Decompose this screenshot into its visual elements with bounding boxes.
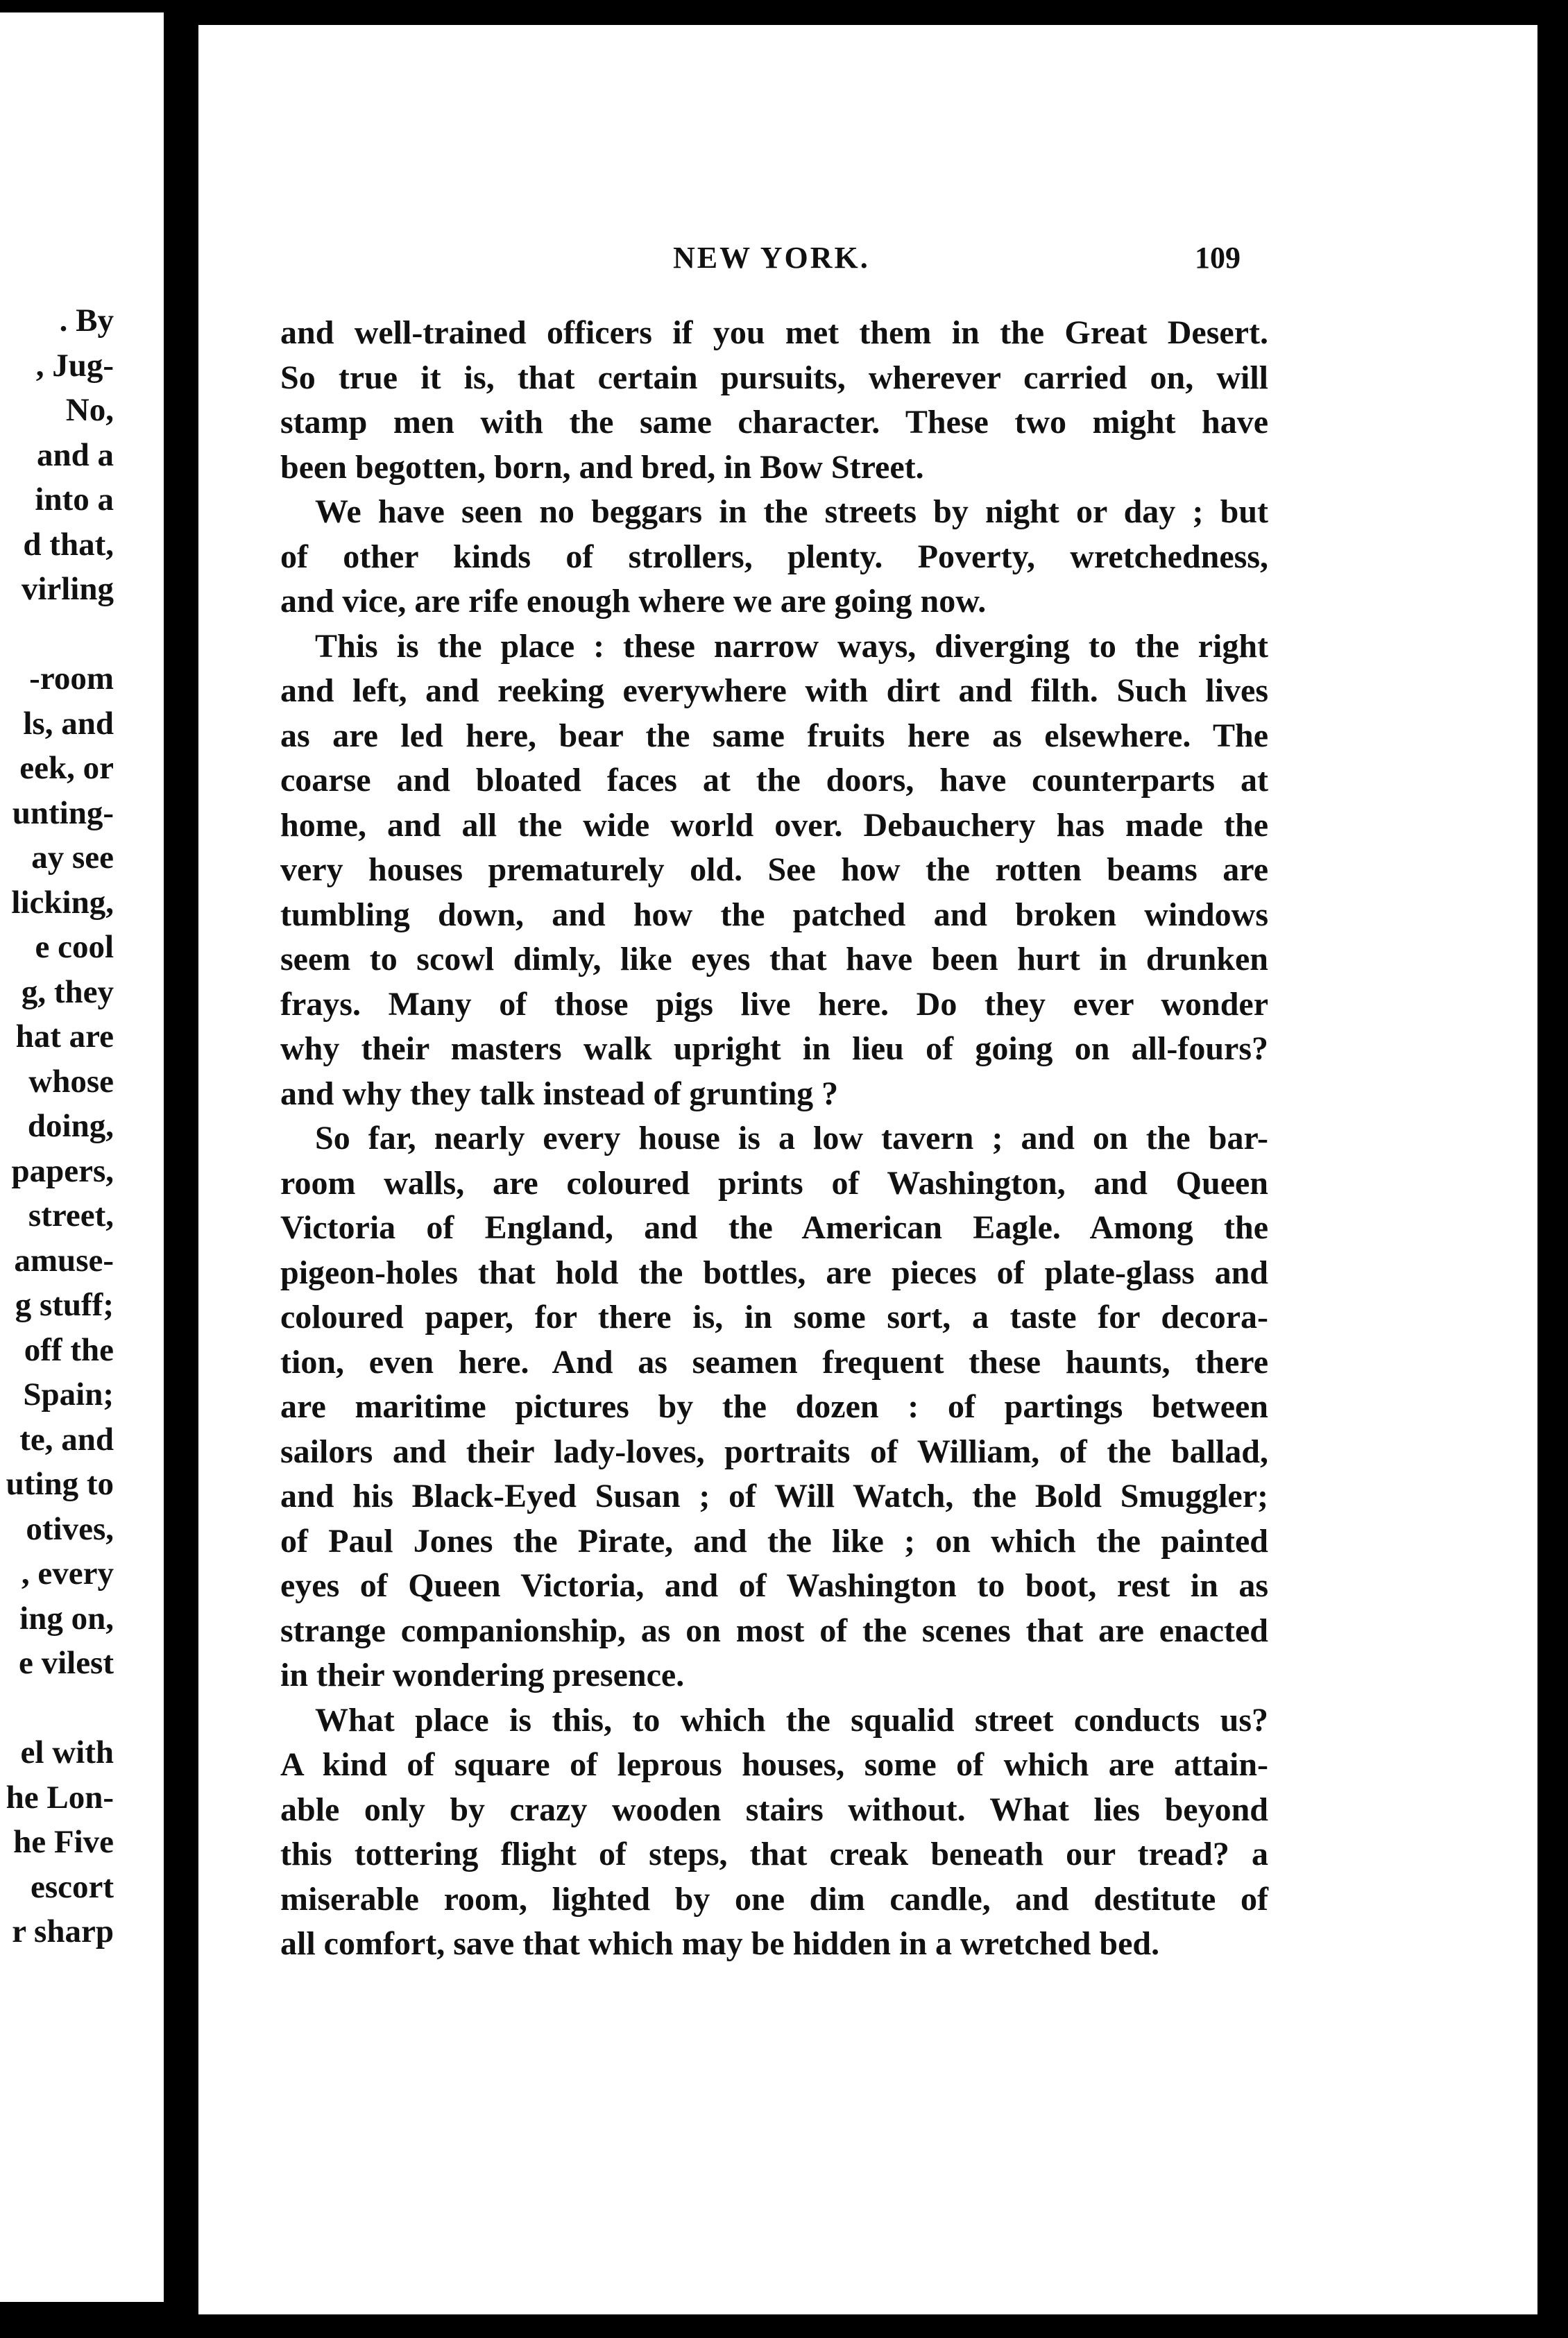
text-line: and why they talk instead of grunting ? — [280, 1075, 839, 1112]
text-line: of Paul Jones the Pirate, and the like ; on which the painted — [280, 1522, 1268, 1560]
text-line: able only by crazy wooden stairs without. What lies beyond — [280, 1791, 1268, 1828]
left-page-fragment: No, — [65, 392, 114, 428]
text-line: So far, nearly every house is a low tavern ; and on the bar- — [315, 1120, 1268, 1157]
text-line: A kind of square of leprous houses, some of which are attain- — [280, 1746, 1268, 1783]
right-page — [198, 25, 1537, 2314]
left-page-fragment: -room — [29, 660, 114, 697]
left-page-fragment: , Jug- — [35, 347, 114, 384]
left-page-fragment: , every — [21, 1555, 114, 1592]
left-page-fragment: escort — [30, 1868, 114, 1905]
text-line: miserable room, lighted by one dim candle, and destitute of — [280, 1880, 1268, 1918]
body-text — [280, 311, 1268, 1967]
left-page-fragment: he Five — [13, 1824, 114, 1860]
left-page-fragment: and a — [36, 436, 114, 473]
left-page-fragment: street, — [28, 1197, 114, 1234]
text-line: why their masters walk upright in lieu of going on all-fours? — [280, 1030, 1268, 1067]
left-page-fragment: Spain; — [23, 1376, 114, 1413]
text-line: stamp men with the same character. These two might have — [280, 404, 1268, 441]
text-line: and left, and reeking everywhere with dirt and filth. Such lives — [280, 672, 1268, 709]
left-page-fragment: te, and — [19, 1421, 114, 1458]
left-page-fragment: doing, — [27, 1108, 114, 1144]
text-line: very houses prematurely old. See how the rotten beams are — [280, 851, 1268, 888]
text-line: in their wondering presence. — [280, 1657, 685, 1693]
text-line: and well-trained officers if you met them in the Great Desert. — [280, 314, 1268, 351]
left-page-fragment: off the — [24, 1331, 114, 1368]
text-line: frays. Many of those pigs live here. Do they ever wonder — [280, 985, 1268, 1023]
running-head-title: NEW YORK. — [673, 241, 870, 275]
left-page-fragment — [6, 612, 114, 657]
text-line: and vice, are rife enough where we are going now. — [280, 583, 987, 620]
text-line: seem to scowl dimly, like eyes that have been hurt in drunken — [280, 941, 1268, 978]
left-page-fragment: unting- — [12, 794, 114, 831]
text-line: We have seen no beggars in the streets by night or day ; but — [315, 493, 1268, 530]
left-page-fragment: into a — [35, 481, 114, 518]
text-line: coarse and bloated faces at the doors, have counterparts at — [280, 762, 1268, 799]
left-page-fragment: g, they — [21, 973, 114, 1010]
text-line: as are led here, bear the same fruits here as elsewhere. The — [280, 717, 1268, 754]
left-facing-page — [0, 12, 164, 2302]
left-page-fragment: . By — [59, 302, 114, 339]
left-page-fragment: eek, or — [19, 750, 114, 786]
left-page-fragment — [6, 1686, 114, 1731]
left-page-fragment: uting to — [6, 1466, 114, 1502]
left-page-fragment: d that, — [23, 526, 114, 563]
text-line: This is the place : these narrow ways, diverging to the right — [315, 627, 1268, 665]
paragraph — [280, 311, 1268, 490]
left-page-fragment: amuse- — [14, 1242, 114, 1279]
text-line: So true it is, that certain pursuits, wherever carried on, will — [280, 359, 1268, 396]
left-page-fragment: hat are — [15, 1018, 114, 1055]
text-line: room walls, are coloured prints of Washington, and Queen — [280, 1164, 1268, 1202]
text-line: Victoria of England, and the American Eagle. Among the — [280, 1209, 1268, 1246]
left-page-fragment: papers, — [11, 1152, 114, 1189]
left-page-fragment: g stuff; — [15, 1287, 114, 1323]
text-line: been begotten, born, and bred, in Bow Street. — [280, 448, 924, 486]
text-line: coloured paper, for there is, in some sort, a taste for decora- — [280, 1299, 1268, 1336]
left-page-fragment: r sharp — [12, 1913, 114, 1949]
text-line: home, and all the wide world over. Debauchery has made the — [280, 806, 1268, 844]
left-page-fragment: ing on, — [19, 1600, 114, 1637]
text-line: of other kinds of strollers, plenty. Poverty, wretchedness, — [280, 538, 1268, 575]
paragraph — [280, 1698, 1268, 1967]
left-page-text-fragments — [6, 298, 114, 1954]
text-line: are maritime pictures by the dozen : of partings between — [280, 1388, 1268, 1425]
text-line: and his Black-Eyed Susan ; of Will Watch, the Bold Smuggler; — [280, 1478, 1268, 1514]
text-line: eyes of Queen Victoria, and of Washington to boot, rest in as — [280, 1567, 1268, 1604]
left-page-fragment: otives, — [26, 1510, 114, 1547]
left-page-fragment: ay see — [31, 839, 114, 876]
left-page-fragment: he Lon- — [6, 1779, 114, 1816]
left-page-fragment: el with — [20, 1734, 114, 1770]
text-line: this tottering flight of steps, that creak beneath our tread? a — [280, 1836, 1268, 1872]
text-line: tion, even here. And as seamen frequent these haunts, there — [280, 1343, 1268, 1381]
page-number: 109 — [1195, 241, 1241, 275]
text-line: all comfort, save that which may be hidden in a wretched bed. — [280, 1925, 1160, 1962]
text-line: sailors and their lady-loves, portraits of William, of the ballad, — [280, 1433, 1268, 1470]
left-page-fragment: licking, — [11, 884, 114, 921]
left-page-fragment: e vilest — [18, 1645, 114, 1681]
text-line: tumbling down, and how the patched and broken windows — [280, 896, 1268, 933]
text-line: strange companionship, as on most of the scenes that are enacted — [280, 1612, 1268, 1649]
left-page-fragment: e cool — [35, 929, 114, 965]
left-page-fragment: ls, and — [23, 705, 114, 742]
paragraph — [280, 490, 1268, 624]
paragraph — [280, 624, 1268, 1117]
left-page-fragment: whose — [28, 1063, 114, 1100]
paragraph — [280, 1116, 1268, 1698]
left-page-fragment: virling — [21, 571, 114, 607]
text-line: What place is this, to which the squalid street conducts us? — [315, 1701, 1268, 1739]
text-line: pigeon-holes that hold the bottles, are pieces of plate-glass and — [280, 1254, 1268, 1291]
